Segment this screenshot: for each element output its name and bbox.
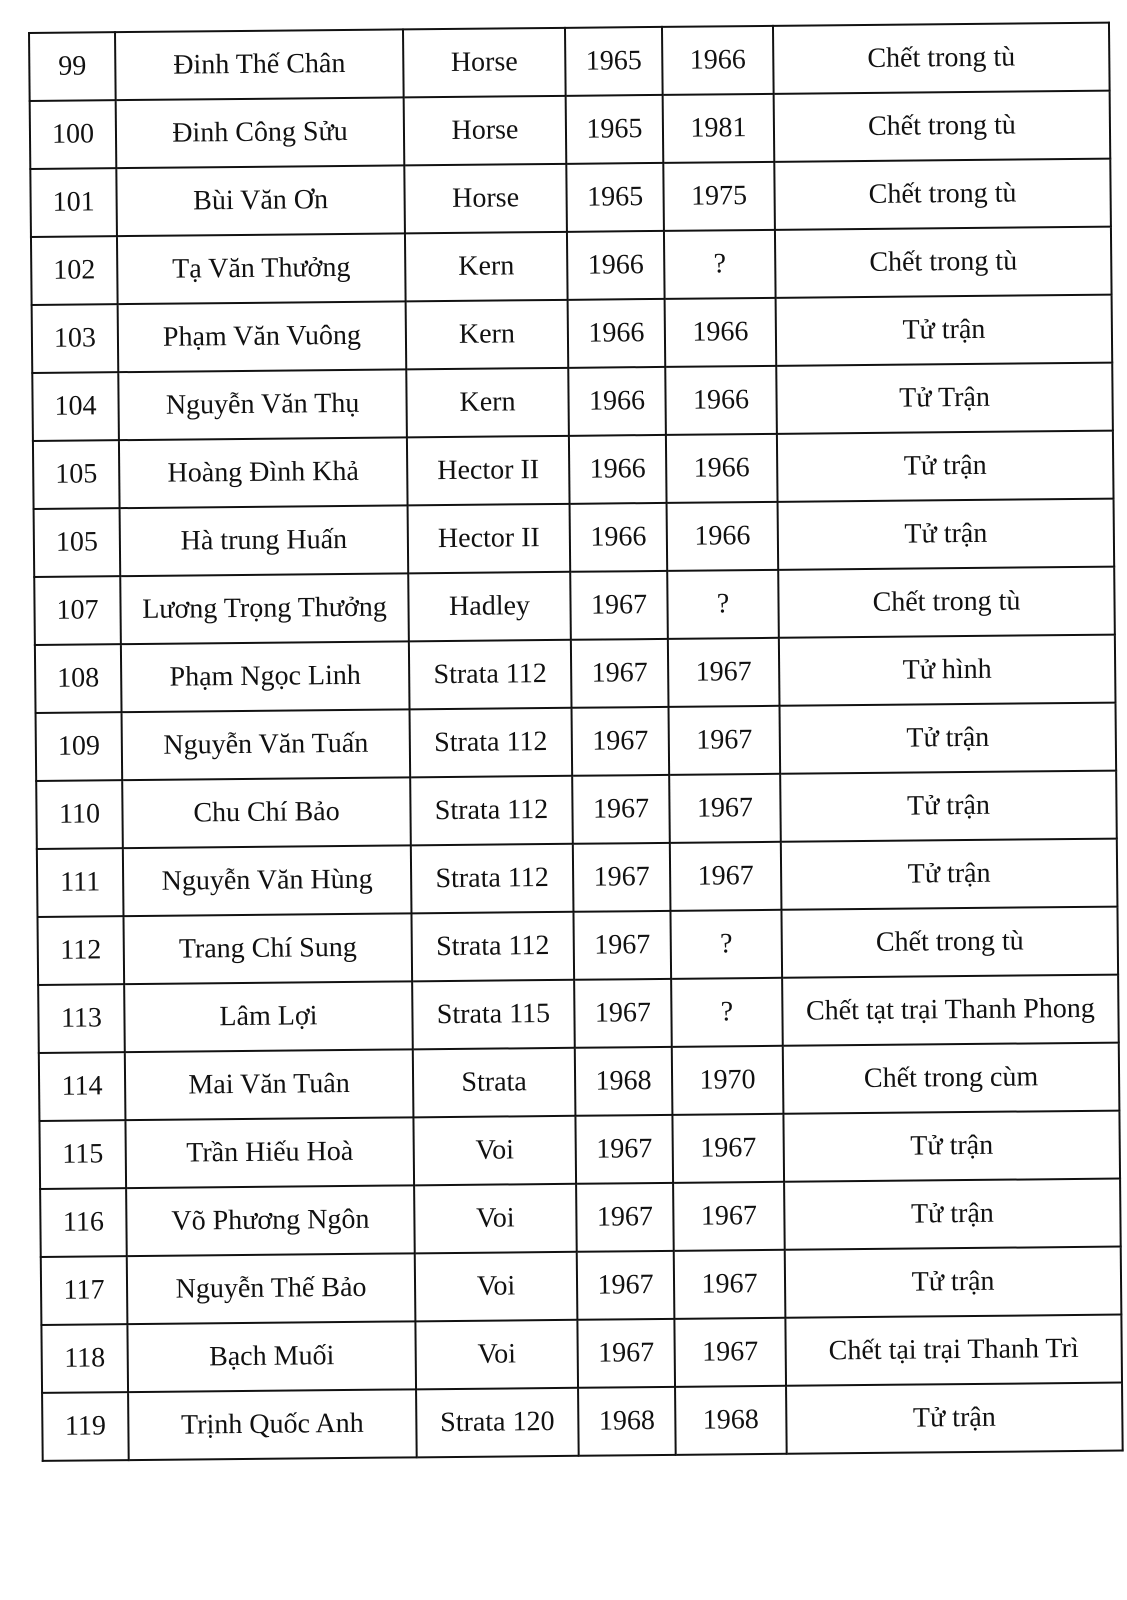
table-row	[35, 635, 1116, 713]
team-name: Hadley	[408, 572, 571, 642]
row-number: 104	[32, 372, 119, 441]
year-end: 1967	[673, 1182, 785, 1251]
year-start: 1967	[577, 1319, 675, 1388]
year-end: 1967	[669, 706, 781, 775]
fate: Chết trong tù	[773, 23, 1110, 94]
fate: Tử Trận	[776, 363, 1113, 434]
team-name: Voi	[415, 1320, 578, 1390]
person-name: Bạch Muối	[127, 1321, 416, 1392]
year-end: 1966	[665, 298, 777, 367]
person-name: Trịnh Quốc Anh	[128, 1389, 417, 1460]
fate: Chết trong tù	[775, 227, 1112, 298]
person-name: Bùi Văn Ơn	[116, 165, 405, 236]
team-name: Voi	[415, 1252, 578, 1322]
year-end: 1981	[663, 94, 775, 163]
table-row	[31, 227, 1112, 305]
table-row	[42, 1383, 1123, 1461]
person-name: Võ Phương Ngôn	[126, 1185, 415, 1256]
year-start: 1967	[572, 775, 670, 844]
year-start: 1967	[573, 911, 671, 980]
row-number: 119	[42, 1392, 129, 1461]
fate: Tử trận	[776, 295, 1113, 366]
year-start: 1967	[574, 979, 672, 1048]
row-number: 110	[36, 780, 123, 849]
year-end: ?	[667, 570, 779, 639]
row-number: 118	[41, 1324, 128, 1393]
fate: Tử trận	[785, 1247, 1122, 1318]
table-row	[39, 1043, 1120, 1121]
fate: Tử trận	[783, 1111, 1120, 1182]
roster-table	[28, 22, 1124, 1462]
year-end: 1975	[663, 162, 775, 231]
year-start: 1966	[567, 231, 665, 300]
row-number: 117	[41, 1256, 128, 1325]
team-name: Strata 112	[409, 640, 572, 710]
row-number: 105	[33, 440, 120, 509]
team-name: Strata 112	[411, 912, 574, 982]
fate: Tử trận	[777, 431, 1114, 502]
table-row	[37, 839, 1118, 917]
team-name: Kern	[406, 300, 569, 370]
team-name: Kern	[406, 368, 569, 438]
fate: Tử trận	[781, 839, 1118, 910]
person-name: Hà trung Huấn	[120, 505, 409, 576]
row-number: 103	[32, 304, 119, 373]
person-name: Trang Chí Sung	[123, 913, 412, 984]
table-row	[37, 907, 1118, 985]
person-name: Nguyễn Văn Hùng	[123, 845, 412, 916]
team-name: Strata 112	[410, 776, 573, 846]
team-name: Strata 120	[416, 1388, 579, 1458]
team-name: Voi	[414, 1184, 577, 1254]
team-name: Strata 115	[412, 980, 575, 1050]
row-number: 100	[30, 100, 117, 169]
person-name: Nguyễn Thế Bảo	[127, 1253, 416, 1324]
year-end: 1966	[666, 434, 778, 503]
year-start: 1965	[565, 27, 663, 96]
person-name: Phạm Ngọc Linh	[121, 641, 410, 712]
year-end: ?	[671, 978, 783, 1047]
year-start: 1965	[566, 95, 664, 164]
row-number: 108	[35, 644, 122, 713]
year-start: 1967	[572, 707, 670, 776]
fate: Chết trong tù	[781, 907, 1118, 978]
year-end: 1966	[665, 366, 777, 435]
row-number: 102	[31, 236, 118, 305]
team-name: Kern	[405, 232, 568, 302]
table-row	[40, 1179, 1121, 1257]
person-name: Đinh Công Sửu	[116, 97, 405, 168]
person-name: Tạ Văn Thưởng	[117, 233, 406, 304]
year-start: 1965	[566, 163, 664, 232]
team-name: Hector II	[408, 504, 571, 574]
person-name: Chu Chí Bảo	[122, 777, 411, 848]
year-end: 1967	[674, 1318, 786, 1387]
table-row	[32, 295, 1113, 373]
team-name: Voi	[413, 1116, 576, 1186]
team-name: Strata 112	[411, 844, 574, 914]
fate: Tử trận	[784, 1179, 1121, 1250]
year-end: ?	[670, 910, 782, 979]
person-name: Nguyễn Văn Thụ	[118, 369, 407, 440]
roster-table-body	[29, 23, 1123, 1461]
row-number: 99	[29, 32, 116, 101]
year-start: 1967	[570, 571, 668, 640]
year-end: 1967	[674, 1250, 786, 1319]
row-number: 114	[39, 1052, 126, 1121]
team-name: Horse	[404, 164, 567, 234]
fate: Tử trận	[778, 499, 1115, 570]
fate: Tử trận	[780, 703, 1117, 774]
row-number: 101	[30, 168, 117, 237]
year-end: 1967	[668, 638, 780, 707]
table-row	[30, 91, 1111, 169]
person-name: Hoàng Đình Khả	[119, 437, 408, 508]
fate: Chết trong tù	[778, 567, 1115, 638]
row-number: 112	[37, 916, 124, 985]
table-row	[30, 159, 1111, 237]
table-row	[38, 975, 1119, 1053]
year-end: 1967	[670, 842, 782, 911]
table-row	[36, 703, 1117, 781]
year-end: 1967	[672, 1114, 784, 1183]
year-start: 1968	[578, 1387, 676, 1456]
row-number: 116	[40, 1188, 127, 1257]
year-start: 1967	[577, 1251, 675, 1320]
row-number: 111	[37, 848, 124, 917]
fate: Chết trong tù	[774, 91, 1111, 162]
year-end: 1968	[675, 1386, 787, 1455]
year-end: ?	[664, 230, 776, 299]
person-name: Lâm Lợi	[124, 981, 413, 1052]
team-name: Horse	[403, 28, 566, 98]
table-row	[34, 567, 1115, 645]
fate: Tử hình	[779, 635, 1116, 706]
year-end: 1966	[667, 502, 779, 571]
person-name: Đinh Thế Chân	[115, 29, 404, 100]
year-end: 1970	[672, 1046, 784, 1115]
year-start: 1966	[569, 435, 667, 504]
fate: Chết trong tù	[774, 159, 1111, 230]
row-number: 105	[34, 508, 121, 577]
fate: Chết tạt trại Thanh Phong	[782, 975, 1119, 1046]
table-row	[41, 1315, 1122, 1393]
row-number: 113	[38, 984, 125, 1053]
row-number: 109	[36, 712, 123, 781]
year-start: 1966	[568, 299, 666, 368]
fate: Chết trong cùm	[783, 1043, 1120, 1114]
table-row	[33, 431, 1114, 509]
year-end: 1966	[662, 26, 774, 95]
year-start: 1968	[575, 1047, 673, 1116]
year-start: 1967	[576, 1183, 674, 1252]
team-name: Strata	[413, 1048, 576, 1118]
team-name: Strata 112	[410, 708, 573, 778]
table-row	[29, 23, 1110, 101]
person-name: Lương Trọng Thưởng	[120, 573, 409, 644]
team-name: Hector II	[407, 436, 570, 506]
fate: Tử trận	[780, 771, 1117, 842]
team-name: Horse	[404, 96, 567, 166]
person-name: Trần Hiếu Hoà	[125, 1117, 414, 1188]
person-name: Mai Văn Tuân	[125, 1049, 414, 1120]
table-row	[32, 363, 1113, 441]
fate: Tử trận	[786, 1383, 1123, 1454]
fate: Chết tại trại Thanh Trì	[785, 1315, 1122, 1386]
year-start: 1967	[571, 639, 669, 708]
year-start: 1967	[575, 1115, 673, 1184]
year-start: 1967	[573, 843, 671, 912]
table-row	[41, 1247, 1122, 1325]
year-end: 1967	[669, 774, 781, 843]
year-start: 1966	[570, 503, 668, 572]
table-row	[39, 1111, 1120, 1189]
person-name: Phạm Văn Vuông	[118, 301, 407, 372]
year-start: 1966	[568, 367, 666, 436]
table-row	[34, 499, 1115, 577]
person-name: Nguyễn Văn Tuấn	[122, 709, 411, 780]
table-row	[36, 771, 1117, 849]
row-number: 115	[39, 1120, 126, 1189]
row-number: 107	[34, 576, 121, 645]
